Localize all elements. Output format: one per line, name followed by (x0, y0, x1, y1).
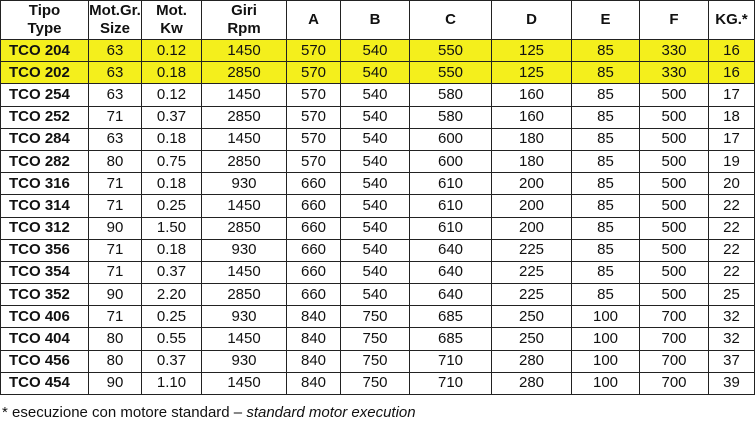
table-cell: 0.18 (142, 239, 202, 261)
table-cell: 750 (341, 372, 410, 394)
table-cell: 540 (341, 84, 410, 106)
table-cell: 71 (89, 239, 142, 261)
table-cell: 225 (492, 284, 572, 306)
table-cell: 330 (640, 40, 709, 62)
column-header-label: Mot. (156, 2, 187, 19)
table-cell: 570 (287, 40, 341, 62)
column-header-label: D (526, 11, 537, 28)
table-cell: 700 (640, 350, 709, 372)
table-cell: 0.25 (142, 306, 202, 328)
table-cell: 71 (89, 306, 142, 328)
column-header (202, 1, 287, 40)
table-cell: 100 (572, 350, 640, 372)
column-header-label: Giri (231, 2, 257, 19)
table-cell: 710 (410, 372, 492, 394)
table-cell: 540 (341, 128, 410, 150)
table-cell: 2850 (202, 106, 287, 128)
table-cell: 930 (202, 173, 287, 195)
model-type-cell: TCO 252 (1, 106, 89, 128)
table-cell: 16 (709, 62, 755, 84)
table-row (1, 173, 755, 195)
model-type-cell: TCO 312 (1, 217, 89, 239)
table-cell: 550 (410, 62, 492, 84)
table-cell: 17 (709, 128, 755, 150)
table-cell: 1450 (202, 372, 287, 394)
table-row (1, 350, 755, 372)
table-cell: 660 (287, 261, 341, 283)
table-row (1, 150, 755, 172)
table-cell: 0.37 (142, 261, 202, 283)
table-cell: 80 (89, 350, 142, 372)
table-cell: 250 (492, 328, 572, 350)
table-cell: 32 (709, 328, 755, 350)
table-row (1, 239, 755, 261)
table-cell: 930 (202, 306, 287, 328)
table-cell: 540 (341, 217, 410, 239)
table-header (1, 1, 755, 40)
table-cell: 500 (640, 128, 709, 150)
column-header-label: Kw (160, 20, 183, 37)
table-cell: 71 (89, 195, 142, 217)
column-header (572, 1, 640, 40)
table-cell: 0.55 (142, 328, 202, 350)
table-cell: 500 (640, 217, 709, 239)
table-cell: 63 (89, 62, 142, 84)
table-cell: 570 (287, 128, 341, 150)
table-cell: 700 (640, 328, 709, 350)
table-cell: 840 (287, 372, 341, 394)
table-cell: 540 (341, 239, 410, 261)
table-cell: 500 (640, 261, 709, 283)
table-cell: 85 (572, 173, 640, 195)
table-cell: 1.10 (142, 372, 202, 394)
table-cell: 840 (287, 350, 341, 372)
table-cell: 2850 (202, 284, 287, 306)
model-type-cell: TCO 404 (1, 328, 89, 350)
column-header-label: Tipo (28, 2, 61, 19)
table-cell: 685 (410, 306, 492, 328)
model-type-cell: TCO 456 (1, 350, 89, 372)
column-header (640, 1, 709, 40)
table-cell: 500 (640, 195, 709, 217)
table-cell: 1450 (202, 84, 287, 106)
table-cell: 16 (709, 40, 755, 62)
table-cell: 85 (572, 150, 640, 172)
column-header (89, 1, 142, 40)
footnote-italic-text: standard motor execution (246, 404, 416, 421)
column-header (492, 1, 572, 40)
table-cell: 85 (572, 261, 640, 283)
table-cell: 1450 (202, 195, 287, 217)
table-cell: 540 (341, 62, 410, 84)
table-cell: 540 (341, 106, 410, 128)
table-cell: 280 (492, 372, 572, 394)
table-cell: 125 (492, 62, 572, 84)
table-cell: 22 (709, 239, 755, 261)
table-cell: 685 (410, 328, 492, 350)
table-cell: 1450 (202, 328, 287, 350)
column-header (287, 1, 341, 40)
table-cell: 600 (410, 128, 492, 150)
model-type-cell: TCO 354 (1, 261, 89, 283)
header-row (1, 1, 755, 40)
table-cell: 160 (492, 84, 572, 106)
model-type-cell: TCO 352 (1, 284, 89, 306)
table-cell: 540 (341, 173, 410, 195)
table-row-highlighted (1, 62, 755, 84)
table-cell: 500 (640, 239, 709, 261)
table-row (1, 261, 755, 283)
table-cell: 2850 (202, 217, 287, 239)
table-cell: 570 (287, 106, 341, 128)
table-cell: 71 (89, 261, 142, 283)
table-cell: 540 (341, 195, 410, 217)
table-cell: 85 (572, 84, 640, 106)
table-row-highlighted (1, 40, 755, 62)
column-header-label: E (600, 11, 611, 28)
table-cell: 1.50 (142, 217, 202, 239)
table-cell: 750 (341, 306, 410, 328)
table-cell: 63 (89, 84, 142, 106)
table-cell: 80 (89, 150, 142, 172)
table-cell: 0.18 (142, 173, 202, 195)
table-cell: 225 (492, 239, 572, 261)
table-cell: 22 (709, 217, 755, 239)
model-type-cell: TCO 282 (1, 150, 89, 172)
table-cell: 930 (202, 239, 287, 261)
table-cell: 22 (709, 261, 755, 283)
column-header-label: B (369, 11, 381, 28)
table-row (1, 372, 755, 394)
table-cell: 71 (89, 173, 142, 195)
table-cell: 750 (341, 328, 410, 350)
table-cell: 90 (89, 284, 142, 306)
table-cell: 100 (572, 306, 640, 328)
table-cell: 0.18 (142, 62, 202, 84)
table-cell: 710 (410, 350, 492, 372)
table-cell: 660 (287, 173, 341, 195)
column-header-label: F (669, 11, 679, 28)
model-type-cell: TCO 406 (1, 306, 89, 328)
table-cell: 100 (572, 328, 640, 350)
table-cell: 280 (492, 350, 572, 372)
table-row (1, 106, 755, 128)
table-cell: 540 (341, 40, 410, 62)
table-cell: 0.18 (142, 128, 202, 150)
table-cell: 18 (709, 106, 755, 128)
table-cell: 930 (202, 350, 287, 372)
column-header (1, 1, 89, 40)
model-type-cell: TCO 314 (1, 195, 89, 217)
table-cell: 0.25 (142, 195, 202, 217)
column-header (142, 1, 202, 40)
table-cell: 125 (492, 40, 572, 62)
table-cell: 180 (492, 128, 572, 150)
table-cell: 610 (410, 217, 492, 239)
table-cell: 570 (287, 84, 341, 106)
table-cell: 71 (89, 106, 142, 128)
table-cell: 90 (89, 372, 142, 394)
column-header-label: Rpm (227, 20, 261, 37)
table-cell: 0.75 (142, 150, 202, 172)
table-cell: 570 (287, 62, 341, 84)
model-type-cell: TCO 204 (1, 40, 89, 62)
table-cell: 200 (492, 195, 572, 217)
column-header-label: KG.* (715, 11, 748, 28)
table-cell: 0.12 (142, 40, 202, 62)
table-cell: 640 (410, 261, 492, 283)
table-cell: 600 (410, 150, 492, 172)
table-cell: 610 (410, 173, 492, 195)
table-cell: 660 (287, 239, 341, 261)
table-cell: 640 (410, 284, 492, 306)
table-cell: 840 (287, 328, 341, 350)
table-cell: 0.37 (142, 350, 202, 372)
table-cell: 85 (572, 284, 640, 306)
footnote (2, 404, 416, 421)
table-cell: 500 (640, 173, 709, 195)
table-row (1, 195, 755, 217)
table-cell: 0.37 (142, 106, 202, 128)
table-cell: 660 (287, 195, 341, 217)
model-type-cell: TCO 356 (1, 239, 89, 261)
table-cell: 500 (640, 84, 709, 106)
table-cell: 85 (572, 239, 640, 261)
table-cell: 20 (709, 173, 755, 195)
table-cell: 540 (341, 284, 410, 306)
table-cell: 85 (572, 217, 640, 239)
table-cell: 2850 (202, 62, 287, 84)
column-header-label: Type (27, 20, 62, 37)
table-row (1, 306, 755, 328)
table-row (1, 84, 755, 106)
table-cell: 19 (709, 150, 755, 172)
table-cell: 1450 (202, 128, 287, 150)
table-cell: 540 (341, 150, 410, 172)
table-cell: 1450 (202, 40, 287, 62)
column-header (341, 1, 410, 40)
table-cell: 640 (410, 239, 492, 261)
table-row (1, 328, 755, 350)
table-cell: 580 (410, 106, 492, 128)
table-body (1, 40, 755, 395)
table-cell: 500 (640, 284, 709, 306)
table-row (1, 128, 755, 150)
table-cell: 160 (492, 106, 572, 128)
table-cell: 200 (492, 173, 572, 195)
table-cell: 32 (709, 306, 755, 328)
table-cell: 540 (341, 261, 410, 283)
table-cell: 500 (640, 150, 709, 172)
table-cell: 63 (89, 128, 142, 150)
column-header-label: Mot.Gr. (89, 2, 141, 19)
table-cell: 90 (89, 217, 142, 239)
table-cell: 250 (492, 306, 572, 328)
model-type-cell: TCO 202 (1, 62, 89, 84)
table-cell: 80 (89, 328, 142, 350)
table-cell: 225 (492, 261, 572, 283)
table-cell: 85 (572, 62, 640, 84)
table-cell: 660 (287, 217, 341, 239)
table-cell: 17 (709, 84, 755, 106)
table-cell: 63 (89, 40, 142, 62)
table-cell: 750 (341, 350, 410, 372)
table-row (1, 284, 755, 306)
table-cell: 580 (410, 84, 492, 106)
column-header-label: C (445, 11, 456, 28)
table-cell: 25 (709, 284, 755, 306)
column-header-label: A (308, 11, 319, 28)
table-cell: 22 (709, 195, 755, 217)
table-cell: 840 (287, 306, 341, 328)
table-cell: 2.20 (142, 284, 202, 306)
table-cell: 660 (287, 284, 341, 306)
table-cell: 0.12 (142, 84, 202, 106)
column-header (709, 1, 755, 40)
model-type-cell: TCO 454 (1, 372, 89, 394)
table-cell: 1450 (202, 261, 287, 283)
table-cell: 700 (640, 372, 709, 394)
model-type-cell: TCO 284 (1, 128, 89, 150)
table-cell: 100 (572, 372, 640, 394)
table-cell: 37 (709, 350, 755, 372)
table-cell: 700 (640, 306, 709, 328)
column-header (410, 1, 492, 40)
table-cell: 85 (572, 195, 640, 217)
footnote-text: * esecuzione con motore standard – (2, 404, 247, 421)
model-type-cell: TCO 254 (1, 84, 89, 106)
table-cell: 330 (640, 62, 709, 84)
table-row (1, 217, 755, 239)
column-header-label: Size (99, 20, 130, 37)
table-cell: 85 (572, 128, 640, 150)
table-cell: 85 (572, 40, 640, 62)
table-cell: 2850 (202, 150, 287, 172)
table-cell: 610 (410, 195, 492, 217)
model-type-cell: TCO 316 (1, 173, 89, 195)
table-cell: 200 (492, 217, 572, 239)
table-cell: 180 (492, 150, 572, 172)
table-cell: 550 (410, 40, 492, 62)
table-cell: 570 (287, 150, 341, 172)
table-cell: 39 (709, 372, 755, 394)
table-cell: 85 (572, 106, 640, 128)
table-cell: 500 (640, 106, 709, 128)
